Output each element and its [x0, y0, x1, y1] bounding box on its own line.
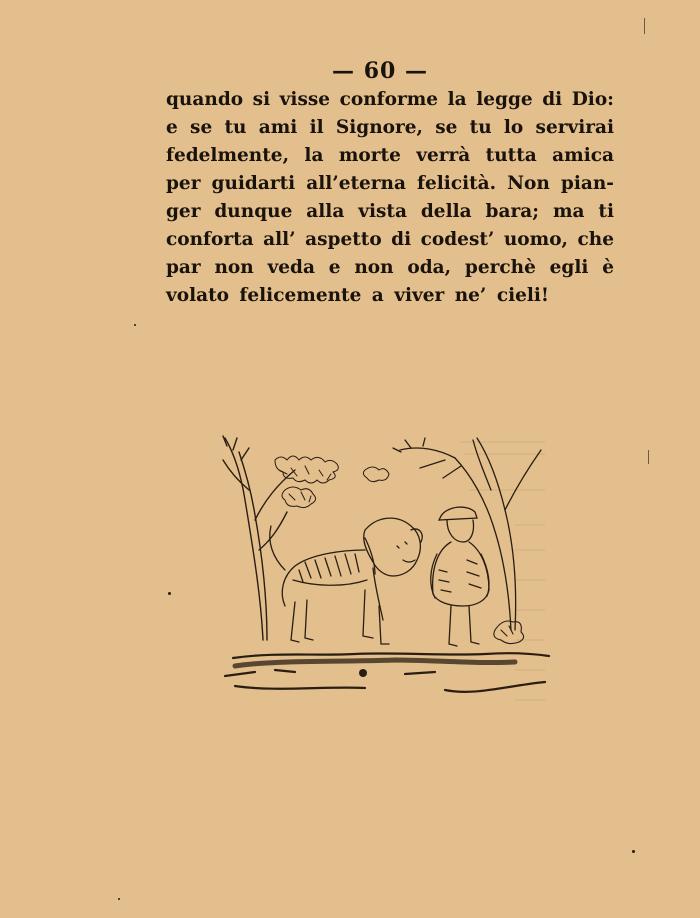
- page-edge-mark: [644, 18, 645, 34]
- text-line-2: e se tu ami il Signore, se tu lo servirai: [166, 117, 614, 138]
- body-text: [166, 86, 614, 310]
- text-line-8: volato felicemente a viver ne’ cieli!: [166, 285, 550, 306]
- paper-speck: [632, 850, 635, 853]
- engraving-illustration: [215, 430, 555, 710]
- foliage: [275, 456, 389, 508]
- page-number: — 60 —: [332, 58, 428, 84]
- text-line-6: conforta all’ aspetto di codest’ uomo, che: [166, 229, 614, 250]
- left-tree: [223, 436, 295, 640]
- right-tree: [393, 438, 541, 630]
- boy-figure: [431, 507, 489, 646]
- text-line-5: ger dunque alla vista della bara; ma ti: [166, 201, 614, 222]
- page-edge-mark: [648, 450, 649, 464]
- paper-speck: [118, 898, 120, 900]
- text-line-3: fedelmente, la morte verrà tutta amica: [166, 145, 614, 166]
- paper-speck: [134, 324, 136, 326]
- text-line-1: quando si visse conforme la legge di Dio:: [166, 89, 614, 110]
- ground-shadow: [235, 660, 515, 666]
- text-line-4: per guidarti all’eterna felicità. Non pian-: [166, 173, 614, 194]
- dog-figure: [270, 518, 423, 644]
- paper-speck: [168, 592, 171, 595]
- ground-stone: [359, 669, 367, 677]
- text-line-7: par non veda e non oda, perchè egli è: [166, 257, 614, 278]
